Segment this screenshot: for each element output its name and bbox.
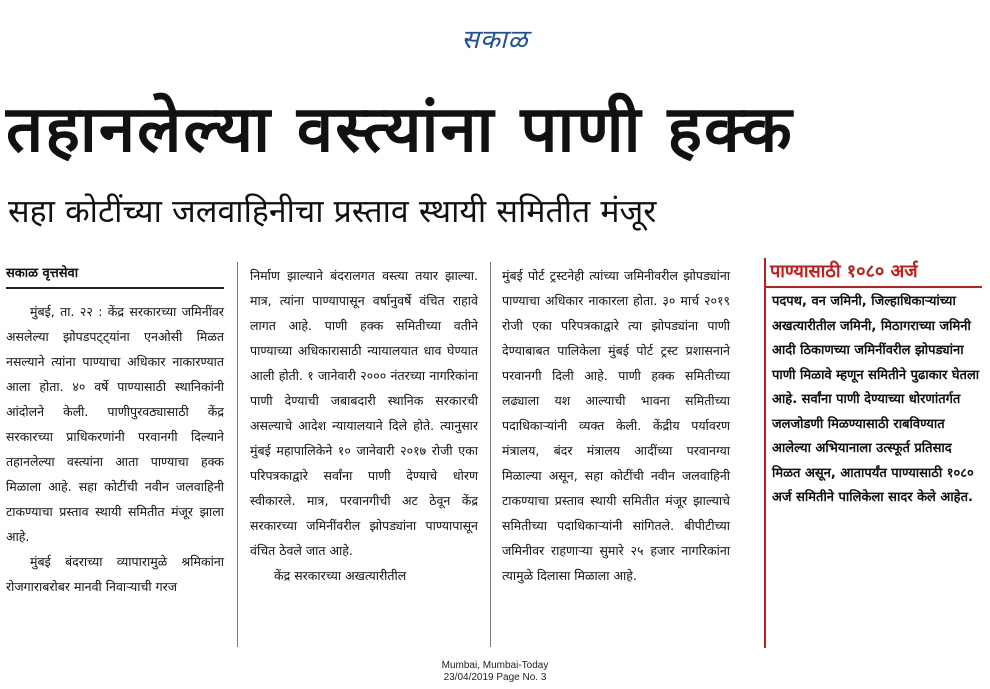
footer-date-page: 23/04/2019 Page No. 3 (443, 672, 547, 683)
column-divider (237, 262, 238, 647)
byline: सकाळ वृत्तसेवा (6, 263, 224, 289)
column-1-paragraph-2: मुंबई बंदराच्या व्यापारामुळे श्रमिकांना रोजगाराबरोबर मानवी निवाऱ्याची गरज (6, 554, 224, 594)
column-2-paragraph-2: केंद्र सरकारच्या अखत्यारीतील (274, 568, 407, 583)
column-3-paragraph-1: मुंबई पोर्ट ट्रस्टनेही त्यांच्या जमिनीवरील झोपड्यांना पाण्याचा अधिकार नाकारला होता. ३० मार्च २०१९ रोजी एका परिपत्रकाद्वारे त्या झोपड्यांना पाणी देण्याबाबत पालिकेला मुंबई पोर्ट ट्रस्ट प्रशासनाने परवानगी दिली आहे. पाणी हक्क समितीच्या लढ्याला यश आल्याची भावना समितीच्या पदाधिकाऱ्यांनी व्यक्त केली. केंद्रीय पर्यावरण मंत्रालय, बंदर मंत्रालय आदींच्या परवानग्या मिळाल्या असून, सहा कोटींची नवीन जलवाहिनी टाकण्याचा प्रस्ताव स्थायी समितीत मंजूर झाल्याचे समितीच्या पदाधिकाऱ्यांनी सांगितले. बीपीटीच्या जमिनीवर राहणाऱ्या सुमारे २५ हजार नागरिकांना त्यामुळे दिलासा मिळाला आहे. (502, 268, 730, 583)
sidebar-title: पाण्यासाठी १०८० अर्ज (766, 258, 982, 288)
subheadline: सहा कोटींच्या जलवाहिनीचा प्रस्ताव स्थायी समितीत मंजूर (8, 192, 657, 230)
column-2-paragraph-1: निर्माण झाल्याने बंदरालगत वस्त्या तयार झाल्या. मात्र, त्यांना पाण्यापासून वर्षानुवर्षे वंचित राहावे लागत आहे. पाणी हक्क समितीच्या वतीने पाण्याच्या अधिकारासाठी न्यायालयात धाव घेण्यात आली होती. १ जानेवारी २००० नंतरच्या नागरिकांना पाणी देण्याची जबाबदारी स्थानिक सरकारची असल्याचे आदेश न्यायालयाने दिले होते. त्यानुसार मुंबई महापालिकेने १० जानेवारी २०१७ रोजी एका परिपत्रकाद्वारे सर्वांना पाणी देण्याचे धोरण स्वीकारले. मात्र, परवानगीची अट ठेवून केंद्र सरकारच्या जमिनींवरील झोपड्यांना पाण्यापासून वंचित ठेवले जात आहे. (250, 268, 478, 558)
article-column-2 (250, 263, 478, 588)
page-footer (0, 660, 990, 684)
article-column-3 (502, 263, 730, 588)
sidebar-body: पदपथ, वन जमिनी, जिल्हाधिकाऱ्यांच्या अखत्यारीतील जमिनी, मिठागराच्या जमिनी आदी ठिकाणच्या जमिनींवरील झोपड्यांना पाणी मिळावे म्हणून समितीने पुढाकार घेतला आहे. सर्वांना पाणी देण्याच्या धोरणांतर्गत जलजोडणी मिळण्यासाठी राबविण्यात आलेल्या अभियानाला उत्स्फूर्त प्रतिसाद मिळत असून, आतापर्यंत पाण्यासाठी १०८० अर्ज समितीने पालिकेला सादर केले आहेत. (772, 294, 980, 505)
article-column-1 (6, 263, 224, 599)
masthead-logo: सकाळ (461, 25, 529, 55)
sidebar-box (766, 258, 982, 648)
column-divider (490, 262, 491, 647)
headline: तहानलेल्या वस्त्यांना पाणी हक्क (6, 93, 794, 167)
footer-edition: Mumbai, Mumbai-Today (441, 660, 549, 671)
column-1-paragraph-1: मुंबई, ता. २२ : केंद्र सरकारच्या जमिनींवर असलेल्या झोपडपट्ट्यांना एनओसी मिळत नसल्याने त्यांना पाण्याचा अधिकार नाकारण्यात आला होता. ४० वर्षे पाण्यासाठी स्थानिकांनी आंदोलने केली. पाणीपुरवठ्यासाठी केंद्र सरकारच्या प्राधिकरणांनी परवानगी दिल्याने तहानलेल्या वस्त्यांना आता पाण्याचा हक्क मिळाला आहे. सहा कोटींची नवीन जलवाहिनी टाकण्याचा प्रस्ताव स्थायी समितीत मंजूर झाला आहे. (6, 304, 224, 544)
